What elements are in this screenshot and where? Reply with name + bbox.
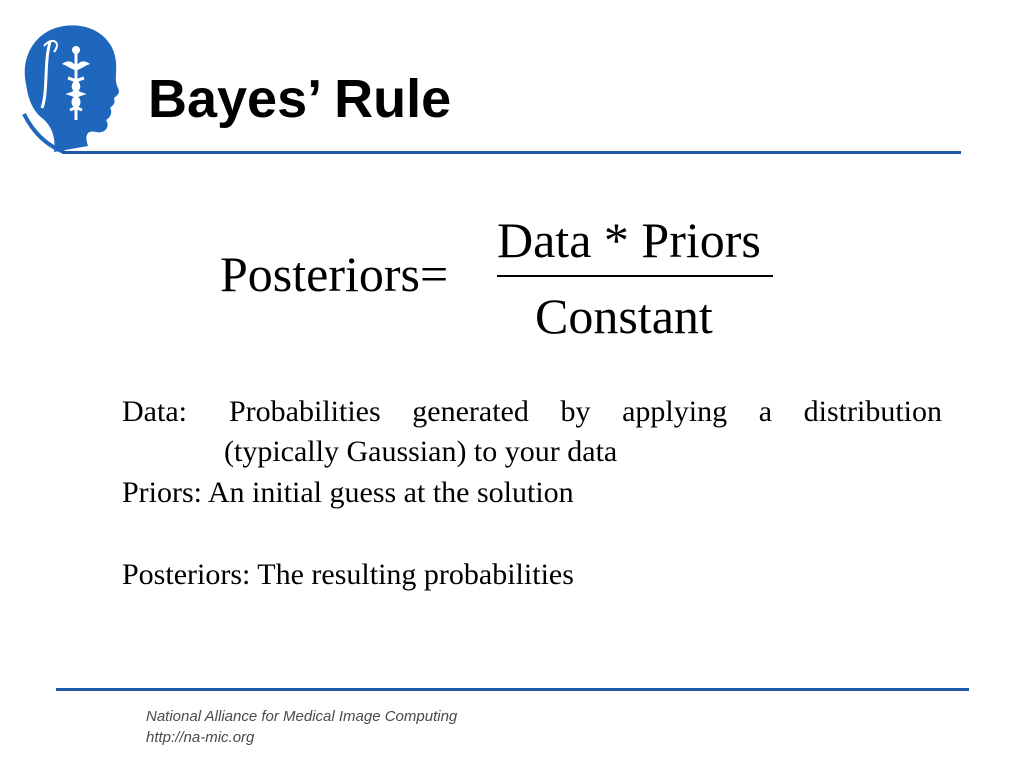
definition-priors: Priors: An initial guess at the solution <box>122 476 574 509</box>
definition-data <box>122 392 942 432</box>
equation-lhs-term: Posteriors <box>220 246 420 302</box>
equation-denominator: Constant <box>535 288 713 344</box>
definition-data-term: Data: <box>122 395 187 428</box>
slide-title: Bayes’ Rule <box>148 69 452 129</box>
equation-lhs <box>220 244 448 304</box>
equation-numerator: Data * Priors <box>497 212 761 268</box>
footer-url: http://na-mic.org <box>146 729 255 746</box>
footer <box>146 706 457 748</box>
equals-sign: = <box>420 246 449 302</box>
definition-posteriors: Posteriors: The resulting probabilities <box>122 558 574 591</box>
footer-organization: National Alliance for Medical Image Computing <box>146 708 458 725</box>
definition-data-text: Probabilities generated by applying a distribution <box>229 395 942 428</box>
fraction-bar <box>497 275 773 277</box>
definition-data-continuation: (typically Gaussian) to your data <box>224 435 618 468</box>
bayes-equation <box>0 0 1024 360</box>
footer-divider <box>56 688 969 691</box>
